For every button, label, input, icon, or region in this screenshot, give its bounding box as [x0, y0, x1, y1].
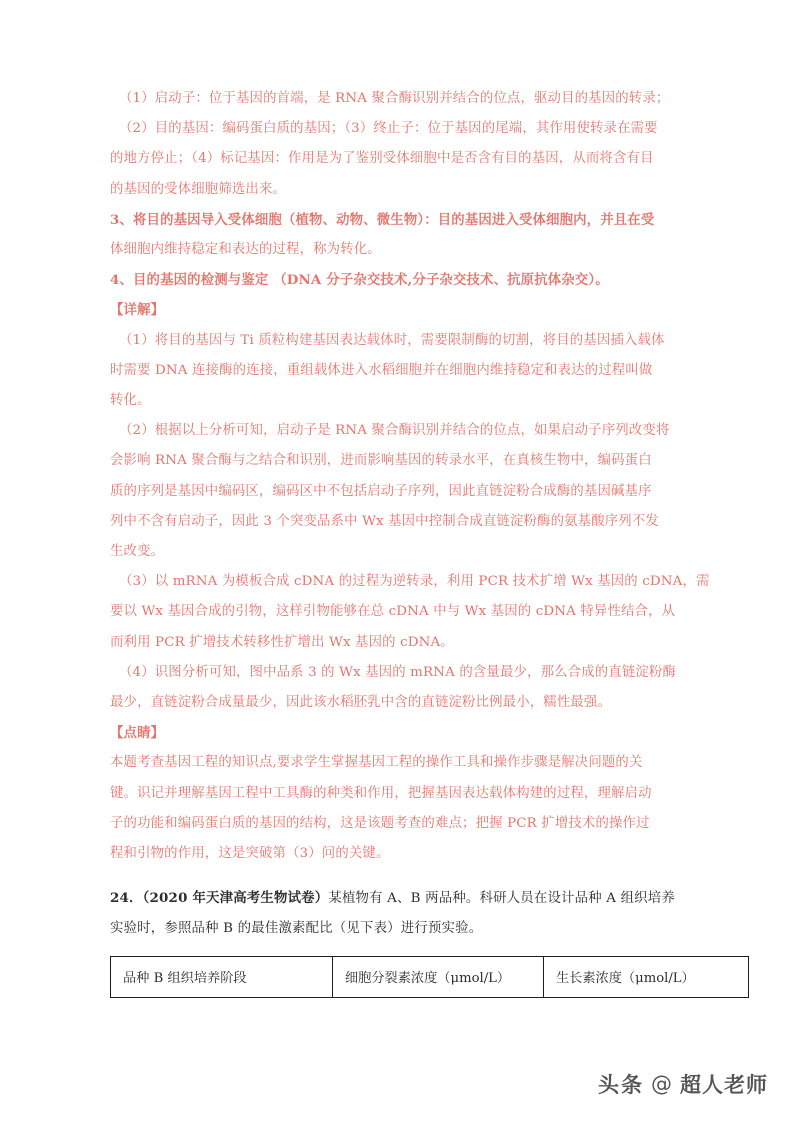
step-3-line: 3、将目的基因导入受体细胞（植物、动物、微生物）：目的基因进入受体细胞内，并且在受 — [110, 211, 655, 228]
document-content — [110, 84, 710, 998]
keypoint-line: 本题考查基因工程的知识点,要求学生掌握基因工程的操作工具和操作步骤是解决问题的关 — [110, 755, 643, 771]
analysis-line: 的地方停止；（4）标记基因：作用是为了鉴别受体细胞中是否含有目的基因，从而将含有目 — [110, 151, 654, 167]
detail-line: 要以 Wx 基因合成的引物，这样引物能够在总 cDNA 中与 Wx 基因的 cDNA 特异性结合，从 — [110, 604, 676, 620]
analysis-line: 的基因的受体细胞筛选出来。 — [110, 181, 287, 197]
table-header-cytokinin: 细胞分裂素浓度（μmol/L） — [333, 956, 544, 997]
detail-line: 而利用 PCR 扩增技术转移性扩增出 Wx 基因的 cDNA。 — [110, 634, 454, 650]
table-row — [111, 956, 749, 997]
keypoint-heading: 【点睛】 — [110, 725, 165, 742]
keypoint-line: 程和引物的作用，这是突破第（3）问的关键。 — [110, 846, 390, 862]
question-24-source: （2020 年天津高考生物试卷） — [142, 890, 329, 907]
detail-line: 最少，直链淀粉合成量最少，因此该水稻胚乳中含的直链淀粉比例最小，糯性最强。 — [110, 695, 612, 711]
detail-line: （2）根据以上分析可知，启动子是 RNA 聚合酶识别并结合的位点，如果启动子序列改变将 — [119, 423, 670, 439]
detail-heading: 【详解】 — [110, 302, 165, 319]
detail-line: 时需要 DNA 连接酶的连接，重组载体进入水稻细胞并在细胞内维持稳定和表达的过程叫做 — [110, 362, 653, 378]
detail-item-2 — [110, 416, 682, 567]
keypoint-block — [110, 748, 682, 869]
watermark-brand: 头条 — [598, 1073, 644, 1097]
question-24-line-1 — [110, 883, 682, 914]
watermark-at-symbol: @ — [651, 1072, 673, 1096]
watermark — [598, 1069, 768, 1099]
detail-line: 转化。 — [110, 393, 151, 409]
keypoint-line: 键。识记并理解基因工程中工具酶的种类和作用，把握基因表达载体构建的过程，理解启动 — [110, 785, 652, 801]
analysis-line: （2）目的基因：编码蛋白质的基因；（3）终止子：位于基因的尾端，其作用使转录在需要 — [119, 121, 658, 137]
step-3-line: 体细胞内维持稳定和表达的过程，称为转化。 — [110, 242, 381, 258]
step-4-line: 4、目的基因的检测与鉴定 （DNA 分子杂交技术,分子杂交技术、抗原抗体杂交）。 — [110, 272, 609, 289]
question-24-line-2: 实验时，参照品种 B 的最佳激素配比（见下表）进行预实验。 — [110, 921, 483, 937]
detail-line: 列中不含有启动子，因此 3 个突变品系中 Wx 基因中控制合成直链淀粉酶的氨基酸序列不发 — [110, 513, 659, 529]
analysis-block — [110, 84, 682, 205]
question-24-line-1-rest: 某植物有 A、B 两品种。科研人员在设计品种 A 组织培养 — [328, 891, 675, 907]
detail-line: 质的序列是基因中编码区，编码区中不包括启动子序列，因此直链淀粉合成酶的基因碱基序 — [110, 483, 652, 499]
table-header-auxin: 生长素浓度（μmol/L） — [544, 956, 749, 997]
detail-item-1 — [110, 326, 682, 417]
detail-line: 生改变。 — [110, 544, 165, 560]
detail-line: （4）识图分析可知，图中品系 3 的 Wx 基因的 mRNA 的含量最少，那么合成的直链淀粉酶 — [119, 664, 676, 680]
detail-line: 会影响 RNA 聚合酶与之结合和识别，进而影响基因的转录水平，在真核生物中，编码蛋白 — [110, 453, 652, 469]
table-header-stage: 品种 B 组织培养阶段 — [111, 956, 333, 997]
detail-item-3 — [110, 567, 710, 658]
detail-line: （3）以 mRNA 为模板合成 cDNA 的过程为逆转录，利用 PCR 技术扩增 Wx 基因的 cDNA，需 — [119, 574, 710, 590]
detail-line: （1）将目的基因与 Ti 质粒构建基因表达载体时，需要限制酶的切割，将目的基因插入载体 — [119, 332, 665, 348]
question-24 — [110, 883, 695, 997]
hormone-ratio-table — [110, 956, 749, 998]
analysis-line: （1）启动子：位于基因的首端，是 RNA 聚合酶识别并结合的位点，驱动目的基因的转录； — [119, 91, 670, 106]
step-3-block — [110, 205, 682, 265]
watermark-author: 超人老师 — [680, 1073, 768, 1097]
detail-item-4 — [110, 658, 682, 718]
keypoint-line: 子的功能和编码蛋白质的基因的结构，这是该题考查的难点；把握 PCR 扩增技术的操作过 — [110, 815, 650, 831]
question-24-number: 24． — [110, 890, 143, 907]
